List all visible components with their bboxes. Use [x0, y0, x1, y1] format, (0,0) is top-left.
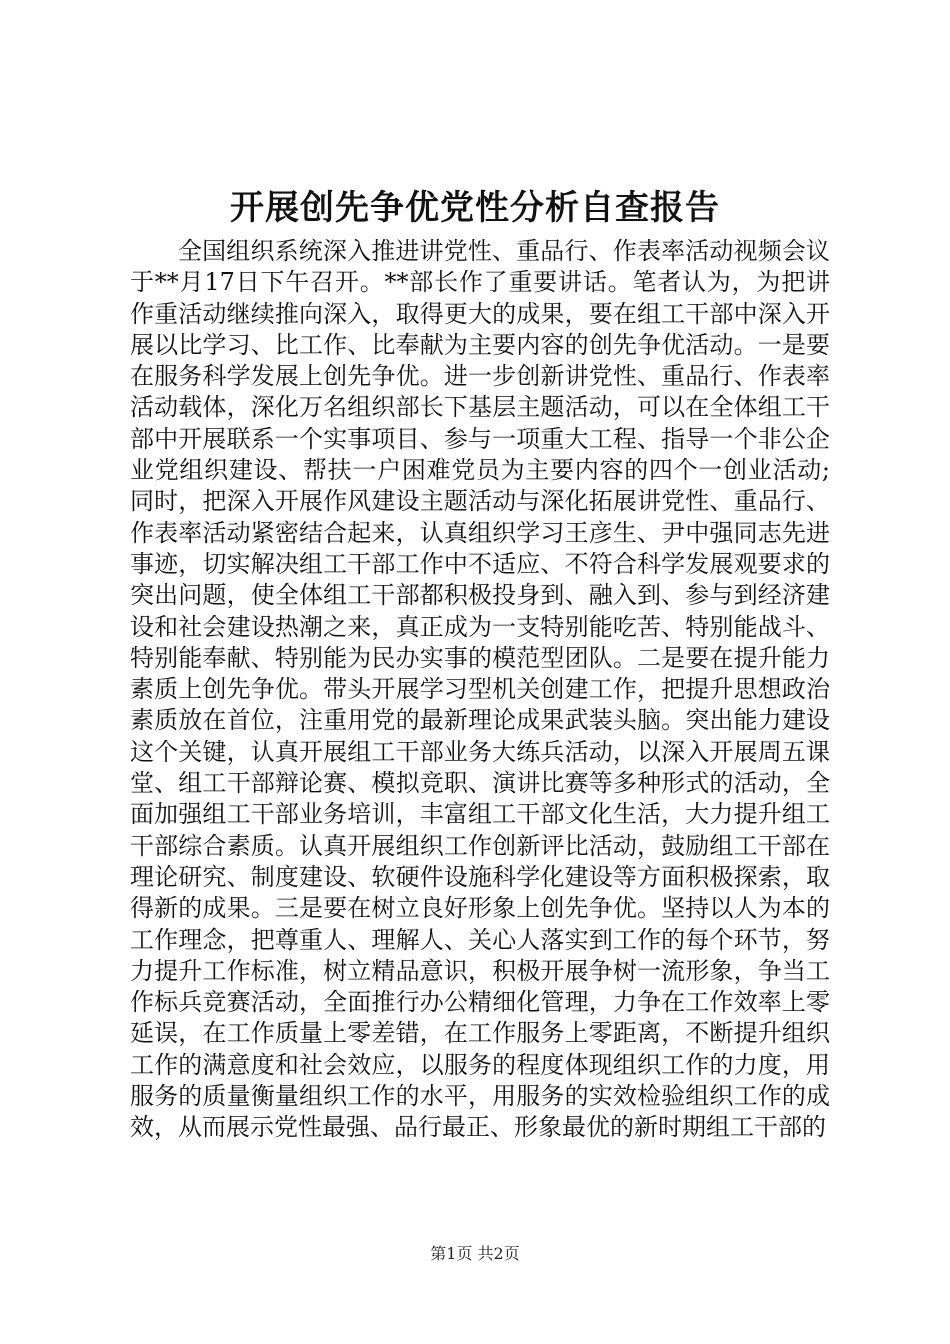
body-paragraph: 全国组织系统深入推进讲党性、重品行、作表率活动视频会议于**月17日下午召开。**部长作了重要讲话。笔者认为，为把讲作重活动继续推向深入，取得更大的成果，要在组工干部中深入开展以比学习、比工作、比奉献为主要内容的创先争优活动。一是要在服务科学发展上创先争优。进一步创新讲党性、重品行、作表率活动载体，深化万名组织部长下基层主题活动，可以在全体组工干部中开展联系一个实事项目、参与一项重大工程、指导一个非公企业党组织建设、帮扶一户困难党员为主要内容的四个一创业活动;同时，把深入开展作风建设主题活动与深化拓展讲党性、重品行、作表率活动紧密结合起来，认真组织学习王彦生、尹中强同志先进事迹，切实解决组工干部工作中不适应、不符合科学发展观要求的突出问题，使全体组工干部都积极投身到、融入到、参与到经济建设和社会建设热潮之来，真正成为一支特别能吃苦、特别能战斗、特别能奉献、特别能为民办实事的模范型团队。二是要在提升能力素质上创先争优。带头开展学习型机关创建工作，把提升思想政治素质放在首位，注重用党的最新理论成果武装头脑。突出能力建设这个关键，认真开展组工干部业务大练兵活动，以深入开展周五课堂、组工干部辩论赛、模拟竞职、演讲比赛等多种形式的活动，全面加强组工干部业务培训，丰富组工干部文化生活，大力提升组工干部综合素质。认真开展组织工作创新评比活动，鼓励组工干部在理论研究、制度建设、软硬件设施科学化建设等方面积极探索，取得新的成果。三是要在树立良好形象上创先争优。坚持以人为本的工作理念，把尊重人、理解人、关心人落实到工作的每个环节，努力提升工作标准，树立精品意识，积极开展争树一流形象，争当工作标兵竞赛活动，全面推行办公精细化管理，力争在工作效率上零延误，在工作质量上零差错，在工作服务上零距离，不断提升组织工作的满意度和社会效应，以服务的程度体现组织工作的力度，用服务的质量衡量组织工作的水平，用服务的实效检验组织工作的成效，从而展示党性最强、品行最正、形象最优的新时期组工干部的 [130, 237, 830, 1142]
page-number-footer: 第1页 共2页 [430, 1244, 520, 1263]
document-title: 开展创先争优党性分析自查报告 [230, 188, 720, 228]
